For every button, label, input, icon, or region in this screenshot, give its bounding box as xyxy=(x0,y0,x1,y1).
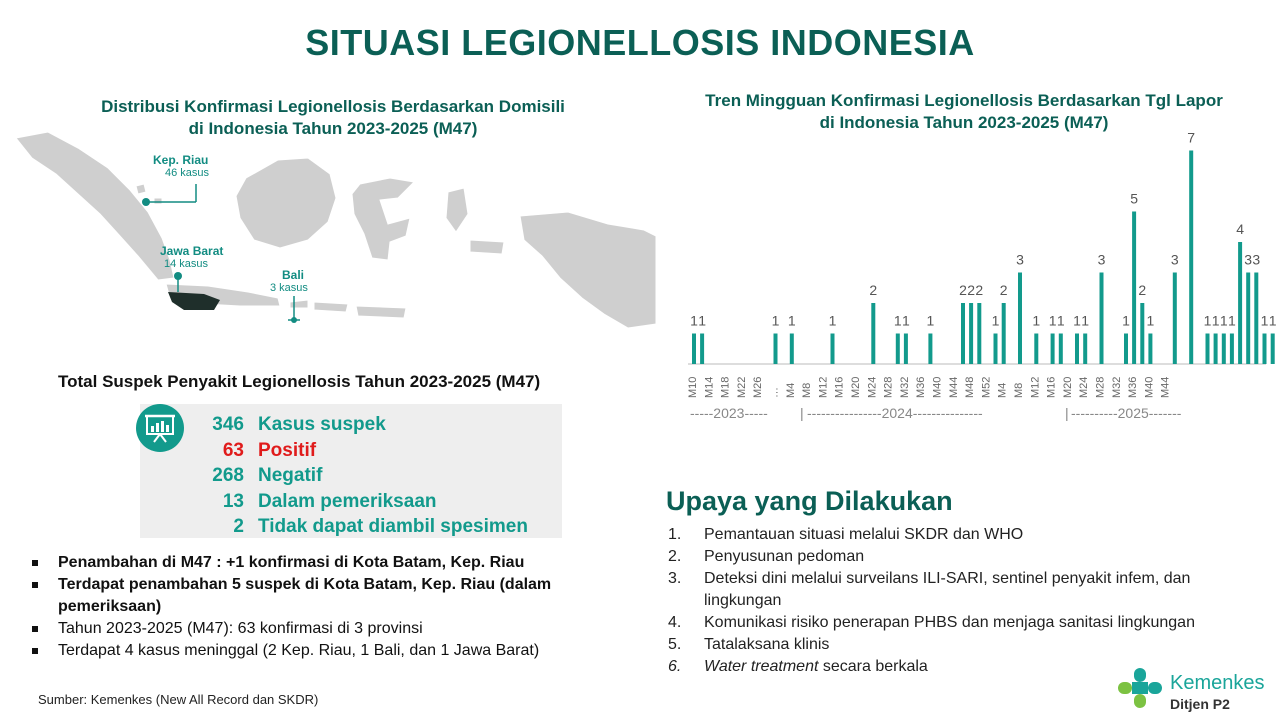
bar-label-34: 1 xyxy=(1260,312,1269,329)
tick-label-20: M8 xyxy=(1013,382,1025,398)
tick-label-9: M16 xyxy=(833,376,846,398)
bar-label-5: 2 xyxy=(869,282,878,298)
bar-label-24: 1 xyxy=(1146,312,1155,329)
upaya-item-6-text-rest: secara berkala xyxy=(818,658,928,675)
stat-label-spesimen: Tidak dapat diambil spesimen xyxy=(258,516,528,537)
callout-bali-value: 3 kasus xyxy=(270,282,308,294)
upaya-item-1 xyxy=(668,524,1258,546)
bar-label-14: 3 xyxy=(1016,251,1024,268)
bar-label-15: 1 xyxy=(1032,312,1041,329)
bar-20 xyxy=(1100,273,1104,365)
tick-label-2: M18 xyxy=(719,376,732,398)
upaya-item-3-num: 3. xyxy=(668,570,682,587)
upaya-item-6-text-italic: Water treatment xyxy=(704,658,819,675)
year-axis xyxy=(690,405,1270,425)
bar-label-35: 1 xyxy=(1268,312,1277,329)
stat-value-spesimen: 2 xyxy=(233,516,244,537)
tick-label-8: M12 xyxy=(817,376,830,398)
bar-3 xyxy=(790,334,794,365)
bar-28 xyxy=(1214,334,1218,365)
bar-label-1: 1 xyxy=(698,312,706,329)
bar-6 xyxy=(896,334,900,365)
upaya-item-3-text: Deteksi dini melalui surveilans ILI-SARI, sentinel penyakit infem, dan lingkungan xyxy=(704,570,1191,609)
bar-7 xyxy=(904,334,908,365)
bar-10 xyxy=(969,303,973,364)
bar-18 xyxy=(1075,334,1079,365)
bar-0 xyxy=(692,334,696,365)
bar-31 xyxy=(1238,242,1242,364)
bar-8 xyxy=(928,334,932,365)
tick-label-28: M40 xyxy=(1143,376,1156,398)
bar-30 xyxy=(1230,334,1234,365)
callout-jawa-barat-value: 14 kasus xyxy=(164,258,209,270)
upaya-item-4-num: 4. xyxy=(668,614,682,631)
stat-label-positif: Positif xyxy=(258,440,317,461)
stat-label-pemeriksaan: Dalam pemeriksaan xyxy=(258,491,437,512)
tick-label-14: M36 xyxy=(915,376,928,398)
logo-name: Kemenkes xyxy=(1170,672,1265,694)
bar-label-0: 1 xyxy=(690,312,698,329)
bar-label-16: 1 xyxy=(1048,312,1057,329)
stat-value-positif: 63 xyxy=(222,440,244,461)
bar-5 xyxy=(871,303,875,364)
upaya-item-2 xyxy=(668,546,1258,568)
upaya-item-4 xyxy=(668,612,1258,634)
bar-label-33: 3 xyxy=(1252,251,1261,268)
bar-label-23: 2 xyxy=(1138,282,1147,298)
bar-label-25: 3 xyxy=(1170,251,1179,268)
upaya-title: Upaya yang Dilakukan xyxy=(666,486,953,516)
stat-row-spesimen xyxy=(140,516,562,541)
tick-label-23: M20 xyxy=(1061,376,1074,398)
bar-label-2: 1 xyxy=(771,312,780,329)
bar-label-22: 5 xyxy=(1130,190,1138,207)
bar-25 xyxy=(1173,273,1177,365)
bar-15 xyxy=(1034,334,1038,365)
stats-title: Total Suspek Penyakit Legionellosis Tahun 2023-2025 (M47) xyxy=(58,372,541,391)
upaya-item-5-text: Tatalaksana klinis xyxy=(704,636,830,653)
upaya-item-5-num: 5. xyxy=(668,636,682,653)
bar-11 xyxy=(977,303,981,364)
bar-29 xyxy=(1222,334,1226,365)
bar-label-30: 1 xyxy=(1228,312,1236,329)
bar-label-3: 1 xyxy=(787,312,796,329)
tick-label-26: M32 xyxy=(1110,376,1123,398)
kemenkes-logo-icon xyxy=(1116,666,1166,712)
bullet-2: Terdapat penambahan 5 suspek di Kota Batam, Kep. Riau (dalam pemeriksaan) xyxy=(30,574,630,618)
year-axis-separator-2: | xyxy=(1065,405,1069,421)
callout-jawa-barat-name: Jawa Barat xyxy=(160,244,224,258)
bar-14 xyxy=(1018,273,1022,365)
bar-label-9: 2 xyxy=(959,282,967,298)
bar-4 xyxy=(831,334,835,365)
bar-label-19: 1 xyxy=(1081,312,1090,329)
bar-27 xyxy=(1206,334,1210,365)
tick-label-7: M8 xyxy=(801,382,814,398)
tick-label-4: M26 xyxy=(752,376,765,398)
page-title: SITUASI LEGIONELLOSIS INDONESIA xyxy=(305,22,975,63)
stat-row-pemeriksaan xyxy=(140,491,562,516)
upaya-item-1-num: 1. xyxy=(668,526,682,543)
bar-32 xyxy=(1246,273,1250,365)
tick-label-21: M12 xyxy=(1029,376,1042,398)
chart-title-line2: di Indonesia Tahun 2023-2025 (M47) xyxy=(819,113,1109,132)
bar-label-11: 2 xyxy=(975,282,984,298)
bar-35 xyxy=(1271,334,1275,365)
chart-title-line1: Tren Mingguan Konfirmasi Legionellosis Berdasarkan Tgl Lapor xyxy=(705,91,1223,110)
stat-row-positif xyxy=(140,440,562,465)
key-points xyxy=(30,552,630,662)
bar-33 xyxy=(1254,273,1258,365)
bullet-3: Tahun 2023-2025 (M47): 63 konfirmasi di 3 provinsi xyxy=(30,618,630,640)
bar-label-21: 1 xyxy=(1122,312,1130,329)
map-title-line2: di Indonesia Tahun 2023-2025 (M47) xyxy=(188,119,478,138)
year-axis-2023: -----2023----- xyxy=(690,405,768,421)
bar-21 xyxy=(1124,334,1128,365)
tick-label-22: M16 xyxy=(1045,376,1058,398)
bar-label-10: 2 xyxy=(967,282,975,298)
bar-23 xyxy=(1140,303,1144,364)
bar-label-8: 1 xyxy=(926,312,935,329)
bar-label-13: 2 xyxy=(999,282,1008,298)
bar-16 xyxy=(1051,334,1055,365)
bar-label-7: 1 xyxy=(902,312,910,329)
tick-label-18: M52 xyxy=(980,376,993,398)
bar-26 xyxy=(1189,151,1193,365)
bar-17 xyxy=(1059,334,1063,365)
bar-19 xyxy=(1083,334,1087,365)
bullet-4: Terdapat 4 kasus meninggal (2 Kep. Riau, 1 Bali, dan 1 Jawa Barat) xyxy=(30,640,630,662)
bar-label-12: 1 xyxy=(991,312,1000,329)
bar-label-6: 1 xyxy=(893,312,902,329)
stat-label-suspek: Kasus suspek xyxy=(258,414,386,435)
bar-24 xyxy=(1148,334,1152,365)
bar-label-31: 4 xyxy=(1236,221,1244,237)
callout-bali-name: Bali xyxy=(282,268,305,282)
bar-label-20: 3 xyxy=(1097,251,1106,268)
bar-22 xyxy=(1132,212,1136,365)
tick-label-11: M24 xyxy=(866,376,879,398)
tick-label-15: M40 xyxy=(931,376,944,398)
bar-9 xyxy=(961,303,965,364)
source-note: Sumber: Kemenkes (New All Record dan SKDR) xyxy=(38,692,319,707)
map-title-line1: Distribusi Konfirmasi Legionellosis Berdasarkan Domisili xyxy=(101,97,565,116)
tick-label-16: M44 xyxy=(947,376,960,398)
stat-row-suspek xyxy=(140,414,562,439)
tick-label-29: M44 xyxy=(1159,376,1172,398)
upaya-item-6-num: 6. xyxy=(668,658,682,675)
callout-kep-riau-value: 46 kasus xyxy=(165,167,210,179)
stat-value-suspek: 346 xyxy=(212,414,244,435)
tick-label-5: … xyxy=(768,387,781,398)
upaya-item-2-text: Penyusunan pedoman xyxy=(704,548,865,565)
bar-13 xyxy=(1002,303,1006,364)
bullet-1: Penambahan di M47 : +1 konfirmasi di Kota Batam, Kep. Riau xyxy=(30,552,630,574)
upaya-item-1-text: Pemantauan situasi melalui SKDR dan WHO xyxy=(704,526,1024,543)
tick-label-24: M24 xyxy=(1078,376,1091,398)
tick-label-12: M28 xyxy=(882,376,895,398)
presentation-icon xyxy=(136,404,184,452)
tick-label-6: M4 xyxy=(784,382,797,398)
stats-box xyxy=(140,404,562,538)
tick-label-19: M4 xyxy=(996,382,1009,398)
tick-label-0: M10 xyxy=(687,376,699,398)
bar-34 xyxy=(1263,334,1267,365)
year-axis-separator-1: | xyxy=(800,405,804,421)
bar-label-28: 1 xyxy=(1211,312,1220,329)
bar-label-26: 7 xyxy=(1187,129,1196,146)
tick-label-13: M32 xyxy=(898,376,911,398)
bar-2 xyxy=(774,334,778,365)
tick-label-27: M36 xyxy=(1127,376,1140,398)
bar-label-18: 1 xyxy=(1073,312,1081,329)
tick-label-10: M20 xyxy=(850,376,862,398)
tick-label-3: M22 xyxy=(735,376,748,398)
tick-label-25: M28 xyxy=(1094,376,1107,398)
stat-row-negatif xyxy=(140,465,562,490)
logo-sub: Ditjen P2 xyxy=(1170,696,1230,712)
bar-label-4: 1 xyxy=(828,312,837,329)
upaya-item-2-num: 2. xyxy=(668,548,682,565)
upaya-item-4-text: Komunikasi risiko penerapan PHBS dan menjaga sanitasi lingkungan xyxy=(704,614,1195,631)
callout-kep-riau-name: Kep. Riau xyxy=(153,153,209,167)
bar-label-32: 3 xyxy=(1244,251,1253,268)
bar-label-27: 1 xyxy=(1203,312,1212,329)
upaya-list xyxy=(668,524,1258,678)
bar-12 xyxy=(994,334,998,365)
stat-value-pemeriksaan: 13 xyxy=(222,491,244,512)
year-axis-2024: ----------------2024--------------- xyxy=(807,405,983,421)
upaya-item-5 xyxy=(668,634,1258,656)
tick-label-1: M14 xyxy=(703,376,716,398)
upaya-item-3 xyxy=(668,568,1258,612)
stat-label-negatif: Negatif xyxy=(258,465,323,486)
bar-label-17: 1 xyxy=(1056,312,1065,329)
stat-value-negatif: 268 xyxy=(212,465,244,486)
bar-label-29: 1 xyxy=(1219,312,1228,329)
bar-1 xyxy=(700,334,704,365)
tick-label-17: M48 xyxy=(964,376,977,398)
year-axis-2025: ----------2025------- xyxy=(1071,405,1182,421)
